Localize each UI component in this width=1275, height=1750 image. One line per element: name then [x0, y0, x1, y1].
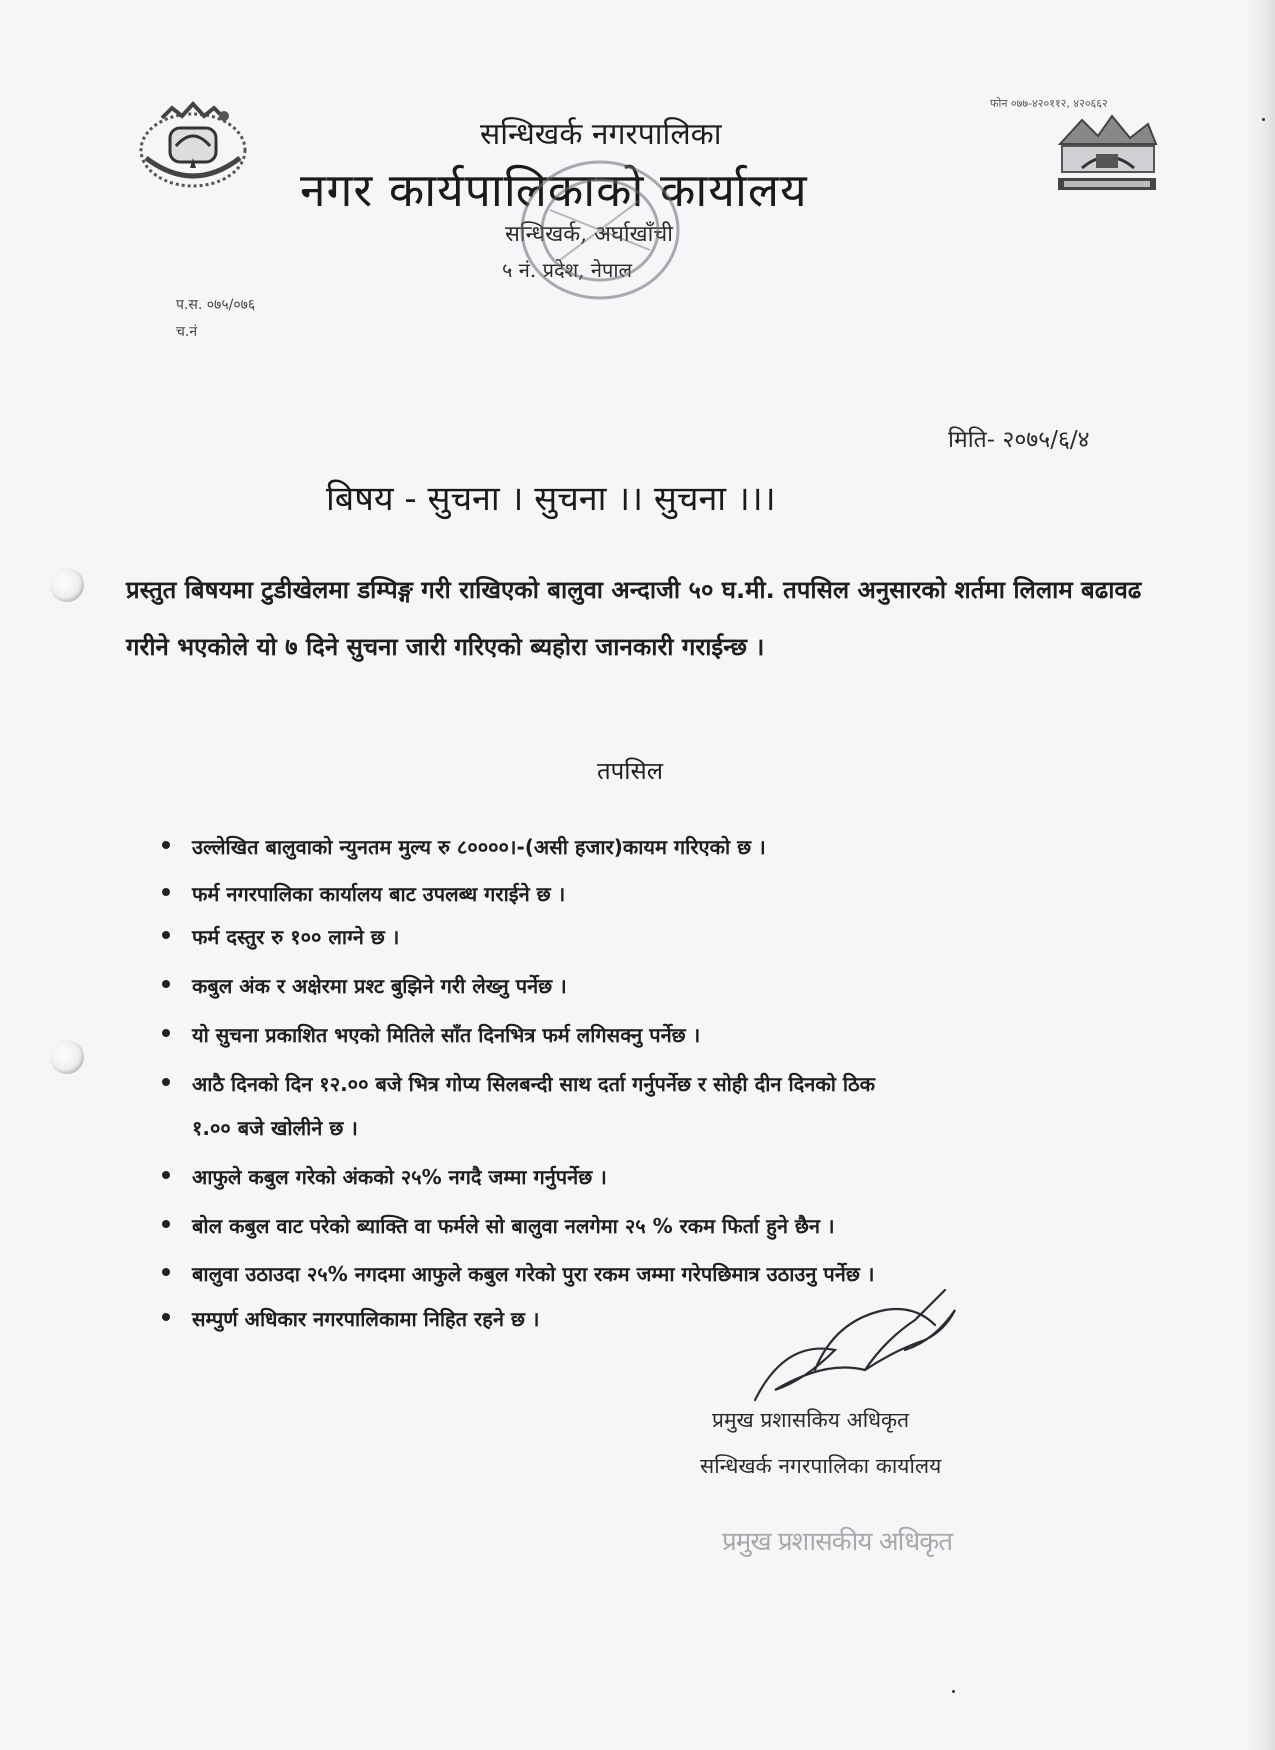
signer-title: प्रमुख प्रशासकिय अधिकृत — [712, 1408, 910, 1432]
signer-office: सन्धिखर्क नगरपालिका कार्यालय — [700, 1454, 942, 1478]
bullet-icon — [162, 841, 170, 849]
scan-speck — [1262, 118, 1265, 121]
condition-text: उल्लेखित बालुवाको न्युनतम मुल्य रु ८००००।-(असी हजार)कायम गरिएको छ । — [192, 835, 766, 859]
bullet-icon — [162, 1220, 170, 1228]
condition-text: यो सुचना प्रकाशित भएको मितिले साँत दिनभित्र फर्म लगिसक्नु पर्नेछ । — [192, 1023, 701, 1047]
condition-text: आफुले कबुल गरेको अंकको २५% नगदै जम्मा गर्नुपर्नेछ । — [192, 1165, 607, 1189]
office-title: नगर कार्यपालिकाको कार्यालय — [300, 163, 808, 217]
condition-text-continuation: १.०० बजे खोलीने छ । — [192, 1116, 358, 1140]
bullet-icon — [162, 980, 170, 988]
scan-speck — [952, 1690, 955, 1693]
address-line-1: सन्धिखर्क, अर्घाखाँची — [505, 222, 673, 247]
municipality-name: सन्धिखर्क नगरपालिका — [480, 117, 722, 152]
bullet-icon — [162, 931, 170, 939]
bullet-icon — [162, 1029, 170, 1037]
designation-stamp: प्रमुख प्रशासकीय अधिकृत — [722, 1527, 953, 1557]
notice-subject: बिषय - सुचना । सुचना ।। सुचना ।।। — [326, 479, 776, 519]
punch-hole-bottom — [50, 1040, 84, 1074]
bullet-icon — [162, 1268, 170, 1276]
municipality-logo-icon — [1052, 106, 1162, 198]
signature-icon — [745, 1280, 975, 1410]
phone-number: फोन ०७७-४२०११२, ४२०६६२ — [990, 97, 1108, 110]
condition-text: फर्म दस्तुर रु १०० लाग्ने छ । — [192, 925, 400, 949]
condition-text: कबुल अंक र अक्षेरमा प्रश्ट बुझिने गरी लेख्नु पर्नेछ । — [192, 974, 567, 998]
bullet-icon — [162, 888, 170, 896]
condition-text: बालुवा उठाउदा २५% नगदमा आफुले कबुल गरेको पुरा रकम जम्मा गरेपछिमात्र उठाउनु पर्नेछ । — [192, 1262, 875, 1286]
address-line-2: ५ नं. प्रदेश, नेपाल — [502, 258, 633, 282]
tapasil-heading: तपसिल — [597, 757, 664, 785]
condition-text: बोल कबुल वाट परेको ब्याक्ति वा फर्मले सो बालुवा नलगेमा २५ % रकम फिर्ता हुने छैन । — [192, 1214, 835, 1238]
body-paragraph: प्रस्तुत बिषयमा टुडीखेलमा डम्पिङ्ग गरी राखिएको बालुवा अन्दाजी ५० घ.मी. तपसिल अनुसारको शर्तमा लिलाम बढावढ गरीने भएकोले यो ७ दिने सुचना जारी गरिएको ब्यहोरा जानकारी गराईन्छ । — [126, 576, 1142, 661]
condition-text: फर्म नगरपालिका कार्यालय बाट उपलब्ध गराईने छ । — [192, 882, 566, 906]
reference-number: प.स. ०७५/०७६ — [176, 297, 256, 313]
page-edge-shadow — [1245, 0, 1275, 1750]
nepal-coat-of-arms-icon — [132, 98, 254, 192]
office-seal-icon — [510, 150, 690, 310]
dispatch-number-label: च.नं — [176, 324, 198, 340]
bullet-icon — [162, 1171, 170, 1179]
condition-text: आठै दिनको दिन १२.०० बजे भित्र गोप्य सिलबन्दी साथ दर्ता गर्नुपर्नेछ र सोही दीन दिनको ठिक — [192, 1072, 876, 1096]
bullet-icon — [162, 1078, 170, 1086]
condition-text: सम्पुर्ण अधिकार नगरपालिकामा निहित रहने छ । — [192, 1307, 540, 1331]
bullet-icon — [162, 1313, 170, 1321]
notice-date: मिति- २०७५/६/४ — [948, 427, 1090, 453]
punch-hole-top — [50, 568, 84, 602]
